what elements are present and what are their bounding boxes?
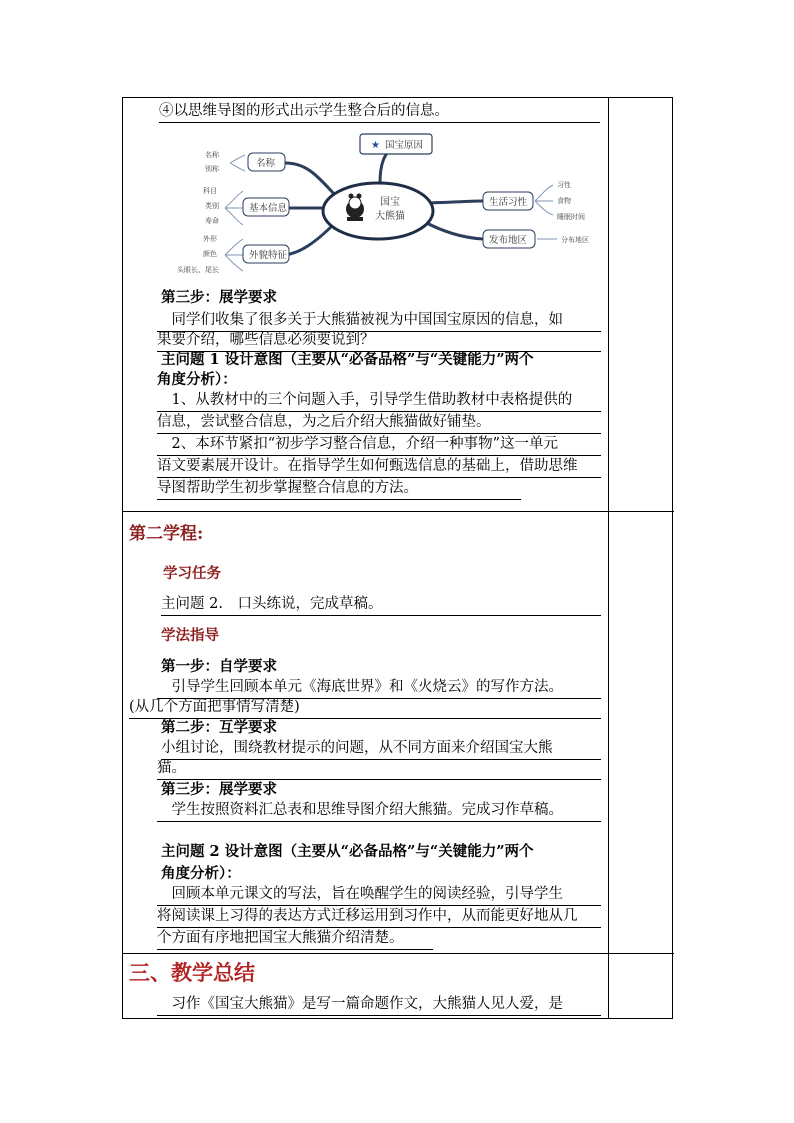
star-icon: ★ bbox=[371, 140, 380, 151]
b1-design-title2: 角度分析）： bbox=[157, 371, 237, 388]
b2-step2-title: 第二步：互学要求 bbox=[161, 719, 277, 736]
b2-heading: 第二学程: bbox=[129, 524, 204, 544]
b2-method-title: 学法指导 bbox=[161, 627, 219, 644]
block-2 bbox=[123, 511, 608, 953]
left1-item-1: 名称 bbox=[205, 151, 219, 159]
center-label-1: 国宝 bbox=[380, 197, 400, 208]
b1-design-title1: 主问题 1 设计意图（主要从“必备品格”与“关键能力”两个 bbox=[161, 351, 534, 368]
right1-item-2: 食物 bbox=[557, 197, 571, 205]
b1-design-3: 2、本环节紧扣“初步学习整合信息，介绍一种事物”这一单元 bbox=[157, 433, 601, 456]
left3-item-1: 外形 bbox=[203, 235, 217, 243]
node-left1: 名称 bbox=[256, 158, 276, 169]
b1-design-2: 信息，尝试整合信息，为之后介绍大熊猫做好铺垫。 bbox=[157, 411, 601, 434]
lesson-table bbox=[122, 97, 673, 1019]
b2-design-2: 将阅读课上习得的表达方式迁移运用到习作中，从而能更好地从几 bbox=[157, 905, 601, 928]
left2-item-1: 科目 bbox=[203, 187, 217, 195]
b3-line1: 习作《国宝大熊猫》是写一篇命题作文，大熊猫人见人爱，是 bbox=[157, 993, 601, 1016]
b2-step1-l2: (从几个方面把事情写清楚) bbox=[129, 696, 601, 719]
right1-item-3: 睡眠时间 bbox=[557, 213, 585, 221]
left2-item-3: 寿命 bbox=[205, 217, 219, 225]
node-right1: 生活习性 bbox=[489, 197, 528, 208]
b2-task-title: 学习任务 bbox=[163, 565, 221, 582]
block-1 bbox=[123, 98, 608, 511]
mindmap-intro: ④以思维导图的形式出示学生整合后的信息。 bbox=[159, 100, 600, 123]
b3-heading: 三、教学总结 bbox=[129, 961, 255, 985]
node-left2: 基本信息 bbox=[249, 203, 288, 214]
node-top: 国宝原因 bbox=[385, 140, 424, 151]
right1-item-1: 习性 bbox=[557, 181, 571, 189]
b1-design-5: 导图帮助学生初步掌握整合信息的方法。 bbox=[157, 477, 521, 500]
b1-design-4: 语文要素展开设计。在指导学生如何甄选信息的基础上，借助思维 bbox=[157, 455, 601, 478]
b2-q2: 主问题 2. 口头练说，完成草稿。 bbox=[161, 593, 601, 616]
b1-step3-text2: 果要介绍，哪些信息必须要说到？ bbox=[157, 329, 601, 352]
b1-step3-title: 第三步：展学要求 bbox=[161, 289, 277, 306]
b2-step3-title: 第三步：展学要求 bbox=[161, 781, 277, 798]
b2-design-title2: 角度分析）： bbox=[161, 865, 241, 882]
b2-step2-l2: 猫。 bbox=[157, 757, 601, 780]
node-left3: 外貌特征 bbox=[249, 250, 288, 261]
b2-step2-l1: 小组讨论，围绕教材提示的问题，从不同方面来介绍国宝大熊 bbox=[161, 737, 601, 760]
b2-step3-l1: 学生按照资料汇总表和思维导图介绍大熊猫。完成习作草稿。 bbox=[157, 799, 601, 822]
left3-item-2: 颜色 bbox=[203, 250, 217, 258]
block-3 bbox=[123, 953, 608, 1020]
left3-item-3: 头眼长、尾长 bbox=[177, 266, 219, 274]
right2-item-1: 分布地区 bbox=[561, 236, 589, 244]
column-divider bbox=[608, 98, 609, 1018]
b1-design-1: 1、从教材中的三个问题入手，引导学生借助教材中表格提供的 bbox=[157, 389, 601, 412]
b2-step1-title: 第一步：自学要求 bbox=[161, 658, 277, 675]
b2-step1-l1: 引导学生回顾本单元《海底世界》和《火烧云》的写作方法。 bbox=[157, 676, 601, 699]
left1-item-2: 别称 bbox=[205, 165, 219, 173]
node-right2: 发布地区 bbox=[489, 235, 528, 246]
b1-step3-text1: 同学们收集了很多关于大熊猫被视为中国国宝原因的信息，如 bbox=[157, 309, 601, 332]
b2-design-1: 回顾本单元课文的写法，旨在唤醒学生的阅读经验，引导学生 bbox=[157, 883, 601, 906]
center-label-2: 大熊猫 bbox=[375, 211, 405, 222]
mind-map bbox=[165, 133, 600, 281]
b2-design-3: 个方面有序地把国宝大熊猫介绍清楚。 bbox=[157, 927, 433, 950]
left2-item-2: 类别 bbox=[205, 202, 219, 210]
b2-design-title1: 主问题 2 设计意图（主要从“必备品格”与“关键能力”两个 bbox=[161, 843, 534, 860]
